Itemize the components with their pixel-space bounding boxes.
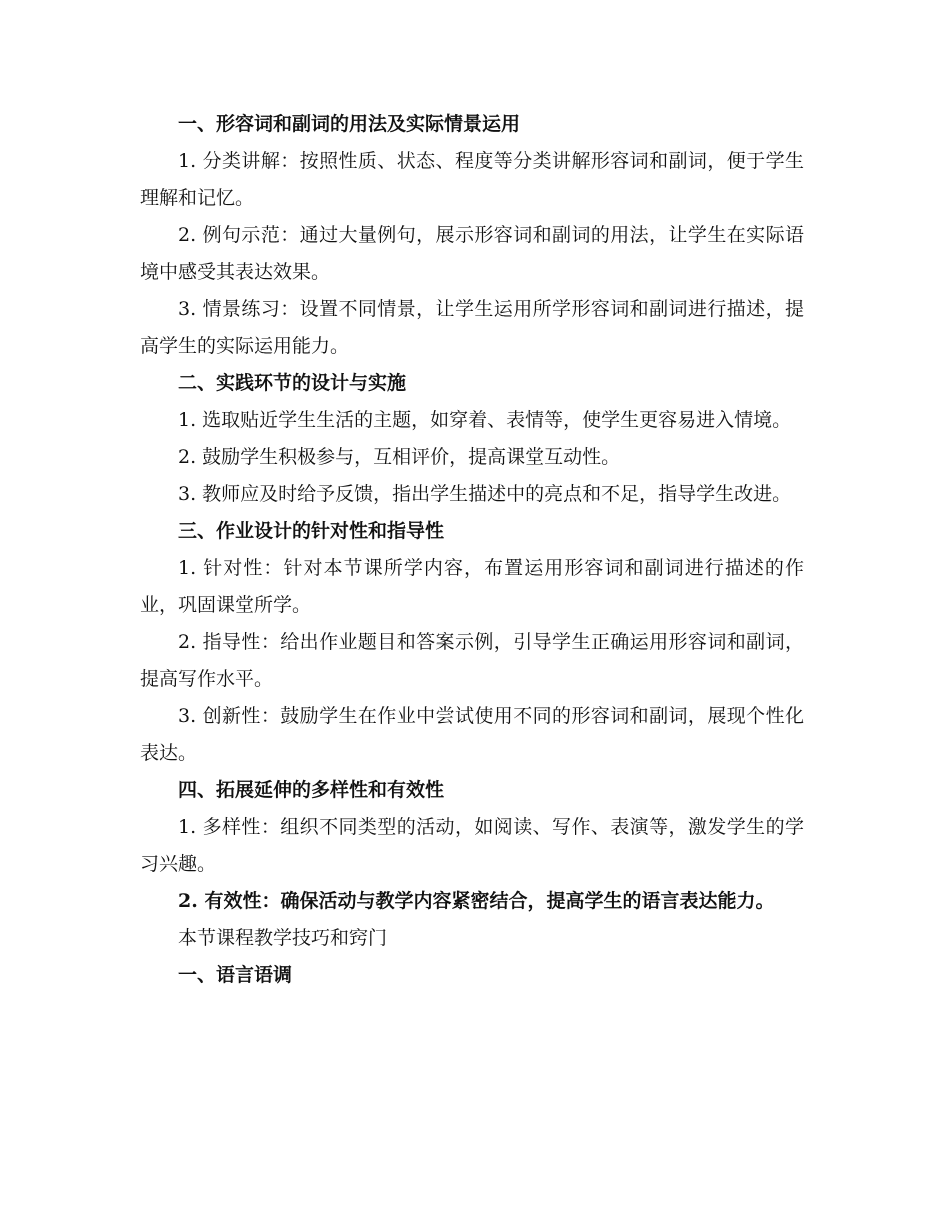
subtitle: 本节课程教学技巧和窍门: [178, 927, 388, 949]
paragraph-4-1: 1. 多样性：组织不同类型的活动，如阅读、写作、表演等，激发学生的学习兴趣。: [140, 816, 804, 875]
paragraph-2-3: 3. 教师应及时给予反馈，指出学生描述中的亮点和不足，指导学生改进。: [178, 483, 792, 505]
section-heading-1: 一、形容词和副词的用法及实际情景运用: [178, 113, 521, 135]
paragraph-1-3: 3. 情景练习：设置不同情景，让学生运用所学形容词和副词进行描述，提高学生的实际运用能力。: [140, 298, 804, 357]
paragraph-2-2: 2. 鼓励学生积极参与，互相评价，提高课堂互动性。: [178, 446, 621, 468]
paragraph-3-3: 3. 创新性：鼓励学生在作业中尝试使用不同的形容词和副词，展现个性化表达。: [140, 705, 804, 764]
document-page: [140, 106, 804, 994]
section-heading-2: 二、实践环节的设计与实施: [178, 372, 407, 394]
paragraph-3-2: 2. 指导性：给出作业题目和答案示例，引导学生正确运用形容词和副词，提高写作水平。: [140, 631, 804, 690]
paragraph-1-2: 2. 例句示范：通过大量例句，展示形容词和副词的用法，让学生在实际语境中感受其表达效果。: [140, 224, 804, 283]
section-heading-4: 四、拓展延伸的多样性和有效性: [178, 779, 445, 801]
section-heading-3: 三、作业设计的针对性和指导性: [178, 520, 445, 542]
paragraph-1-1: 1. 分类讲解：按照性质、状态、程度等分类讲解形容词和副词，便于学生理解和记忆。: [140, 150, 804, 209]
final-heading: 一、语言语调: [178, 964, 293, 986]
paragraph-2-1: 1. 选取贴近学生生活的主题，如穿着、表情等，使学生更容易进入情境。: [178, 409, 792, 431]
paragraph-4-2: 2. 有效性：确保活动与教学内容紧密结合，提高学生的语言表达能力。: [178, 890, 775, 912]
paragraph-3-1: 1. 针对性：针对本节课所学内容，布置运用形容词和副词进行描述的作业，巩固课堂所学。: [140, 557, 804, 616]
